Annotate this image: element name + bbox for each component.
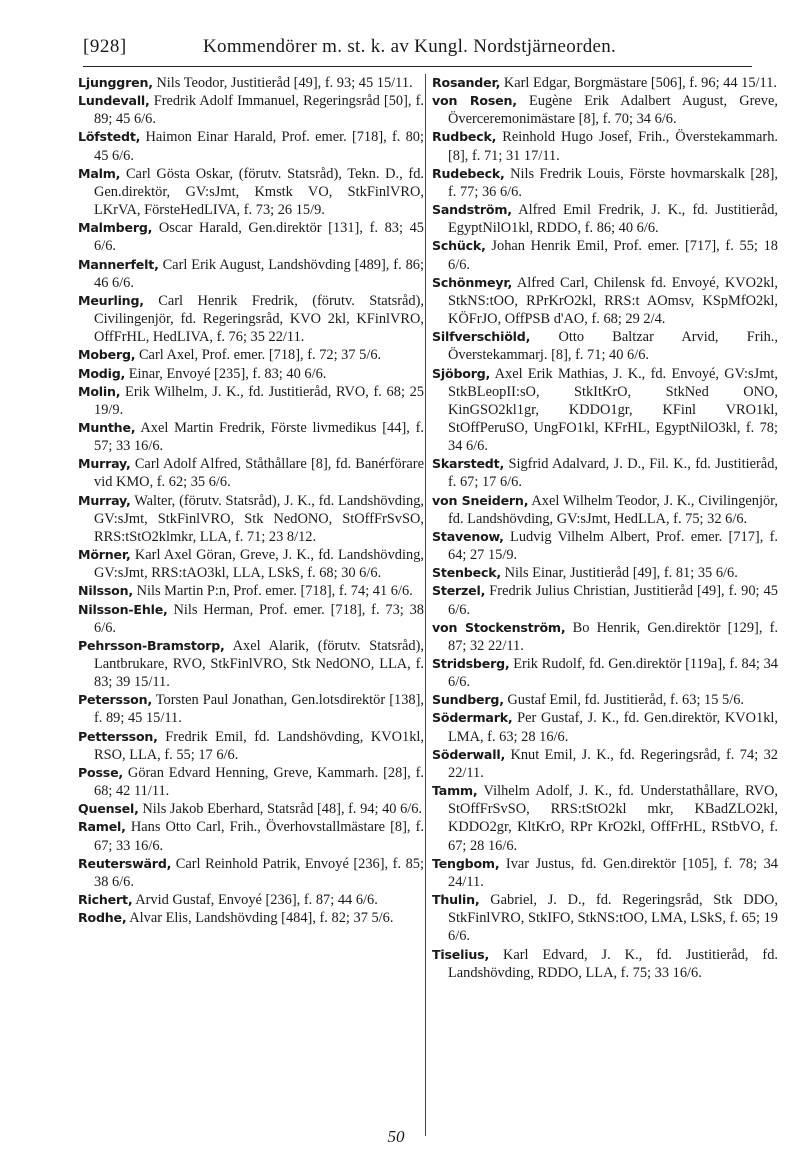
entry-surname: Rudbeck,	[432, 129, 497, 145]
page-folio: 50	[387, 1127, 405, 1146]
running-title: Kommendörer m. st. k. av Kungl. Nordstjärneorden.	[203, 36, 617, 57]
entry-surname: Moberg,	[78, 347, 136, 363]
entry-surname: Sundberg,	[432, 692, 504, 708]
entry-surname: Murray,	[78, 492, 131, 508]
directory-entry	[432, 165, 778, 201]
entry-details: Fredrik Emil, fd. Landshövding, KVO1kl, RSO, LLA, f. 55; 17 6/6.	[94, 728, 424, 763]
entry-surname: Rosander,	[432, 75, 501, 90]
entry-details: Per Gustaf, J. K., fd. Gen.direktör, KVO1kl, LMA, f. 63; 28 16/6.	[448, 710, 778, 745]
directory-entry	[78, 383, 424, 419]
entry-surname: Modig,	[78, 365, 126, 381]
entry-details: Gabriel, J. D., fd. Regeringsråd, Stk DDO, StkFinlVRO, StkIFO, StkNS:tOO, LMA, LSkS, f. 65; 19 6/6.	[448, 892, 778, 945]
directory-entry	[432, 746, 778, 782]
entry-surname: Richert,	[78, 892, 133, 908]
entry-details: Arvid Gustaf, Envoyé [236], f. 87; 44 6/6.	[132, 892, 378, 909]
entry-details: Ivar Justus, fd. Gen.direktör [105], f. 78; 34 24/11.	[448, 855, 778, 890]
entry-surname: Söderwall,	[432, 746, 506, 762]
entry-surname: Tengbom,	[432, 855, 500, 871]
left-column	[78, 74, 424, 927]
entry-surname: Malmberg,	[78, 220, 153, 236]
entry-surname: von Stockenström,	[432, 619, 566, 635]
entry-details: Nils Fredrik Louis, Förste hovmarskalk [28], f. 77; 36 6/6.	[448, 165, 778, 200]
entry-details: Sigfrid Adalvard, J. D., Fil. K., fd. Justitieråd, f. 67; 17 6/6.	[448, 456, 778, 491]
entry-surname: Stenbeck,	[432, 565, 501, 581]
directory-entry	[78, 292, 424, 346]
entry-details: Carl Reinhold Patrik, Envoyé [236], f. 85; 38 6/6.	[94, 855, 424, 890]
directory-entry	[78, 165, 424, 219]
entry-details: Axel Martin Fredrik, Förste livmedikus [44], f. 57; 33 16/6.	[94, 419, 424, 455]
entry-details: Oscar Harald, Gen.direktör [131], f. 83; 45 6/6.	[94, 220, 424, 255]
directory-entry	[78, 219, 424, 255]
entry-surname: Tiselius,	[432, 946, 490, 962]
entry-details: Axel Wilhelm Teodor, J. K., Civilingenjör, fd. Landshövding, GV:sJmt, HedLLA, f. 75; 32 6/6.	[448, 492, 778, 527]
directory-entry	[78, 855, 424, 891]
entry-surname: Munthe,	[78, 419, 136, 435]
entry-details: Ludvig Vilhelm Albert, Prof. emer. [717], f. 64; 27 15/9.	[448, 528, 778, 564]
entry-details: Göran Edvard Henning, Greve, Kammarh. [28], f. 68; 42 11/11.	[94, 764, 424, 800]
directory-entry	[78, 601, 424, 637]
right-column	[432, 74, 778, 982]
entry-surname: Murray,	[78, 456, 131, 472]
entry-surname: Meurling,	[78, 292, 144, 308]
directory-entry	[78, 256, 424, 292]
entry-surname: Reuterswärd,	[78, 855, 172, 871]
entry-details: Axel Alarik, (förutv. Statsråd), Lantbrukare, RVO, StkFinlVRO, Stk NedONO, LLA, f. 83; 39 15/11.	[94, 637, 424, 691]
directory-entry	[432, 582, 778, 618]
entry-surname: Rudebeck,	[432, 165, 505, 181]
entry-details: Alfred Carl, Chilensk fd. Envoyé, KVO2kl, StkNS:tOO, RPrKrO2kl, RRS:t AOmsv, KSpMfO2kl, KÖFrJO, OffPSB d'AO, f. 68; 29 2/4.	[448, 274, 778, 328]
entry-surname: von Rosen,	[432, 93, 517, 109]
entry-details: Carl Gösta Oskar, (förutv. Statsråd), Tekn. D., fd. Gen.direktör, GV:sJmt, Kmstk VO, StkFinlVRO, LKrVA, FörsteHedLIVA, f. 73; 26 15/9.	[94, 165, 424, 219]
directory-entry	[432, 328, 778, 364]
directory-entry	[78, 346, 424, 364]
entry-details: Nils Herman, Prof. emer. [718], f. 73; 38 6/6.	[94, 601, 424, 636]
entry-surname: Schönmeyr,	[432, 274, 513, 290]
entry-details: Nils Martin P:n, Prof. emer. [718], f. 74; 41 6/6.	[132, 583, 413, 600]
entry-details: Torsten Paul Jonathan, Gen.lotsdirektör [138], f. 89; 45 15/11.	[94, 692, 424, 727]
directory-entry	[78, 728, 424, 764]
entry-surname: Skarstedt,	[432, 456, 505, 472]
directory-entry	[432, 492, 778, 528]
entry-details: Walter, (förutv. Statsråd), J. K., fd. Landshövding, GV:sJmt, StkFinlVRO, Stk NedONO, StOffFrSvSO, RRS:tStO2klmkr, LLA, f. 71; 23 8/12.	[94, 492, 424, 545]
entry-surname: Petersson,	[78, 692, 152, 708]
entry-surname: Pettersson,	[78, 728, 158, 744]
entry-details: Hans Otto Carl, Frih., Överhovstallmästare [8], f. 67; 33 16/6.	[94, 819, 424, 854]
directory-entry	[432, 709, 778, 745]
entry-surname: Stavenow,	[432, 528, 504, 544]
entry-surname: Silfverschiöld,	[432, 329, 531, 345]
directory-entry	[78, 128, 424, 164]
entry-details: Haimon Einar Harald, Prof. emer. [718], f. 80; 45 6/6.	[94, 129, 424, 164]
directory-entry	[432, 201, 778, 237]
directory-entry	[78, 546, 424, 582]
entry-surname: Stridsberg,	[432, 656, 510, 671]
entry-details: Nils Teodor, Justitieråd [49], f. 93; 45 15/11.	[152, 75, 413, 91]
entry-surname: Sandström,	[432, 202, 512, 218]
directory-entry	[432, 74, 778, 92]
entry-surname: Quensel,	[78, 801, 139, 817]
page-number: [928]	[83, 36, 127, 57]
entry-details: Knut Emil, J. K., fd. Regeringsråd, f. 74; 32 22/11.	[448, 746, 778, 781]
directory-entry	[432, 528, 778, 564]
directory-entry	[78, 800, 424, 818]
entry-surname: Tamm,	[432, 783, 478, 799]
directory-entry	[78, 492, 424, 546]
entry-details: Carl Henrik Fredrik, (förutv. Statsråd), Civilingenjör, fd. Regeringsråd, KVO 2kl, KFinlVRO, OffFrHL, HedLIVA, f. 76; 35 22/11.	[94, 292, 424, 346]
entry-details: Nils Einar, Justitieråd [49], f. 81; 35 6/6.	[500, 565, 738, 582]
entry-surname: Sterzel,	[432, 583, 486, 599]
directory-entry	[432, 274, 778, 328]
directory-entry	[432, 237, 778, 273]
entry-details: Carl Erik August, Landshövding [489], f. 86; 46 6/6.	[94, 256, 424, 291]
entry-surname: Rodhe,	[78, 910, 127, 926]
directory-entry	[78, 92, 424, 128]
entry-details: Erik Wilhelm, J. K., fd. Justitieråd, RVO, f. 68; 25 19/9.	[94, 383, 424, 418]
entry-surname: Molin,	[78, 383, 121, 399]
entry-surname: Sjöborg,	[432, 365, 491, 381]
entry-surname: Nilsson-Ehle,	[78, 601, 168, 617]
directory-entry	[78, 691, 424, 727]
directory-entry	[78, 818, 424, 854]
entry-surname: Ramel,	[78, 819, 126, 835]
entry-surname: Löfstedt,	[78, 129, 141, 145]
column-divider	[425, 74, 426, 1136]
directory-entry	[432, 946, 778, 982]
entry-details: Karl Axel Göran, Greve, J. K., fd. Landshövding, GV:sJmt, RRS:tAO3kl, LLA, LSkS, f. 68; 30 6/6.	[94, 547, 424, 582]
directory-entry	[432, 365, 778, 456]
entry-details: Gustaf Emil, fd. Justitieråd, f. 63; 15 5/6.	[503, 692, 745, 709]
entry-details: Axel Erik Mathias, J. K., fd. Envoyé, GV:sJmt, StkBLeopII:sO, StkItKrO, StkNed ONO, KinGSO2kl1gr, KDDO1gr, KFinl VRO1kl, StOffPeruSO, UngFO1kl, KFrHL, EgyptNilO3kl, f. 78; 34 6/6.	[448, 365, 778, 455]
entry-details: Karl Edgar, Borgmästare [506], f. 96; 44 15/11.	[500, 75, 777, 91]
entry-details: Alvar Elis, Landshövding [484], f. 82; 37 5/6.	[126, 910, 394, 927]
entry-surname: Södermark,	[432, 710, 513, 726]
directory-entry	[432, 782, 778, 855]
entry-surname: Schück,	[432, 238, 486, 254]
entry-surname: Malm,	[78, 165, 121, 181]
entry-details: Bo Henrik, Gen.direktör [129], f. 87; 32 22/11.	[448, 619, 778, 654]
entry-details: Fredrik Adolf Immanuel, Regeringsråd [50], f. 89; 45 6/6.	[94, 93, 424, 128]
directory-entry	[78, 582, 424, 600]
entry-details: Einar, Envoyé [235], f. 83; 40 6/6.	[125, 365, 327, 382]
entry-details: Carl Axel, Prof. emer. [718], f. 72; 37 5/6.	[135, 347, 382, 364]
directory-entry	[78, 455, 424, 491]
entry-details: Karl Edvard, J. K., fd. Justitieråd, fd. Landshövding, RDDO, LLA, f. 75; 33 16/6.	[448, 946, 778, 981]
directory-entry	[78, 419, 424, 455]
entry-surname: Ljunggren,	[78, 75, 153, 90]
entry-details: Eugène Erik Adalbert August, Greve, Överceremonimästare [8], f. 70; 34 6/6.	[448, 93, 778, 128]
entry-details: Erik Rudolf, fd. Gen.direktör [119a], f. 84; 34 6/6.	[448, 656, 778, 691]
directory-entry	[432, 619, 778, 655]
directory-entry	[432, 691, 778, 709]
directory-entry	[78, 909, 424, 927]
entry-surname: Mörner,	[78, 547, 131, 563]
directory-entry	[432, 564, 778, 582]
directory-entry	[432, 92, 778, 128]
directory-entry	[78, 74, 424, 92]
entry-surname: Posse,	[78, 764, 123, 780]
directory-entry	[78, 764, 424, 800]
directory-entry	[432, 655, 778, 691]
directory-entry	[432, 128, 778, 164]
entry-details: Otto Baltzar Arvid, Frih., Överstekammarj. [8], f. 71; 40 6/6.	[448, 329, 778, 364]
directory-entry	[432, 855, 778, 891]
entry-surname: Lundevall,	[78, 93, 150, 109]
directory-entry	[432, 891, 778, 945]
directory-entry	[432, 455, 778, 491]
entry-details: Johan Henrik Emil, Prof. emer. [717], f. 55; 18 6/6.	[448, 238, 778, 273]
entry-details: Nils Jakob Eberhard, Statsråd [48], f. 94; 40 6/6.	[138, 801, 423, 818]
directory-entry	[78, 365, 424, 383]
entry-details: Carl Adolf Alfred, Ståthållare [8], fd. Banérförare vid KMO, f. 62; 35 6/6.	[94, 456, 424, 491]
entry-details: Alfred Emil Fredrik, J. K., fd. Justitieråd, EgyptNilO1kl, RDDO, f. 86; 40 6/6.	[448, 202, 778, 237]
entry-surname: Mannerfelt,	[78, 256, 159, 272]
page-header	[83, 34, 752, 67]
entry-surname: Nilsson,	[78, 583, 133, 599]
entry-surname: Pehrsson-Bramstorp,	[78, 637, 225, 653]
entry-details: Fredrik Julius Christian, Justitieråd [49], f. 90; 45 6/6.	[448, 583, 778, 618]
entry-surname: Thulin,	[432, 892, 480, 908]
entry-surname: von Sneidern,	[432, 492, 529, 508]
directory-entry	[78, 891, 424, 909]
entry-details: Vilhelm Adolf, J. K., fd. Understathållare, RVO, StOffFrSvSO, RRS:tStO2kl mkr, KBadZLO2kl, KDDO2gr, KltKrO, RPr KrO2kl, OffFrHL, RStbVO, f. 67; 28 16/6.	[448, 783, 778, 854]
directory-entry	[78, 637, 424, 691]
entry-details: Reinhold Hugo Josef, Frih., Överstekammarh. [8], f. 71; 31 17/11.	[448, 129, 778, 164]
